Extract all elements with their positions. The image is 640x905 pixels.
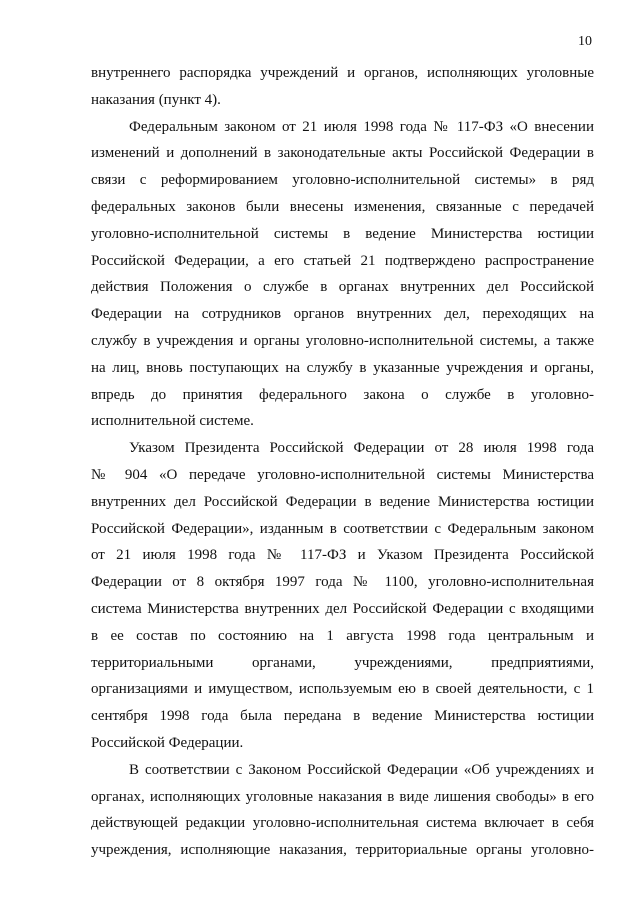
text-line: на лиц, вновь поступающих на службу в указанные учреждения и органы, (91, 359, 594, 376)
text-line: впредь до принятия федерального закона о службе в уголовно- (91, 386, 594, 403)
text-line: № 904 «О передаче уголовно-исполнительной системы Министерства (91, 466, 594, 483)
text-line: уголовно-исполнительной системы в ведение Министерства юстиции (91, 225, 594, 242)
paragraph-federal-law (91, 114, 594, 436)
text-line: Российской Федерации», изданным в соответствии с Федеральным законом (91, 520, 594, 537)
text-line: Федерации на сотрудников органов внутренних дел, переходящих на (91, 306, 594, 323)
text-line: система Министерства внутренних дел Российской Федерации с входящими (91, 600, 594, 617)
page-number: 10 (578, 34, 592, 49)
text-line: связи с реформированием уголовно-исполнительной системы» в ряд (91, 172, 594, 189)
text-line: сентября 1998 года была передана в ведение Министерства юстиции (91, 708, 594, 725)
text-line: в ее состав по состоянию на 1 августа 1998 года центральным и (91, 627, 594, 644)
text-line: В соответствии с Законом Российской Федерации «Об учреждениях и (129, 761, 594, 778)
document-body (91, 60, 594, 864)
text-line: внутренних дел Российской Федерации в ведение Министерства юстиции (91, 493, 594, 510)
paragraph-continuation (91, 60, 594, 114)
paragraph-law-on-institutions (91, 757, 594, 864)
text-line: органах, исполняющих уголовные наказания в виде лишения свободы» в его (91, 788, 594, 805)
text-line: Указом Президента Российской Федерации от 28 июля 1998 года (129, 440, 594, 457)
text-line: изменений и дополнений в законодательные акты Российской Федерации в (91, 145, 594, 162)
text-line: Федеральным законом от 21 июля 1998 года № 117-ФЗ «О внесении (129, 118, 594, 135)
text-line: наказания (пункт 4). (91, 91, 221, 108)
text-line: действующей редакции уголовно-исполнительная система включает в себя (91, 815, 594, 832)
text-line: Российской Федерации, а его статьей 21 подтверждено распространение (91, 252, 594, 269)
text-line: от 21 июля 1998 года № 117-ФЗ и Указом Президента Российской (91, 547, 594, 564)
text-line: Российской Федерации. (91, 734, 244, 751)
text-line: организациями и имуществом, используемым ею в своей деятельности, с 1 (91, 681, 594, 698)
text-line: Федерации от 8 октября 1997 года № 1100, уголовно-исполнительная (91, 574, 594, 591)
text-line: внутреннего распорядка учреждений и органов, исполняющих уголовные (91, 65, 594, 81)
text-line: действия Положения о службе в органах внутренних дел Российской (91, 279, 594, 296)
paragraph-presidential-decree (91, 435, 594, 757)
text-line: учреждения, исполняющие наказания, территориальные органы уголовно- (91, 842, 594, 859)
text-line: исполнительной системе. (91, 413, 254, 430)
text-line: территориальными органами, учреждениями, предприятиями, (91, 654, 594, 671)
text-line: службу в учреждения и органы уголовно-исполнительной системы, а также (91, 332, 594, 349)
text-line: федеральных законов были внесены изменения, связанные с передачей (91, 198, 594, 215)
